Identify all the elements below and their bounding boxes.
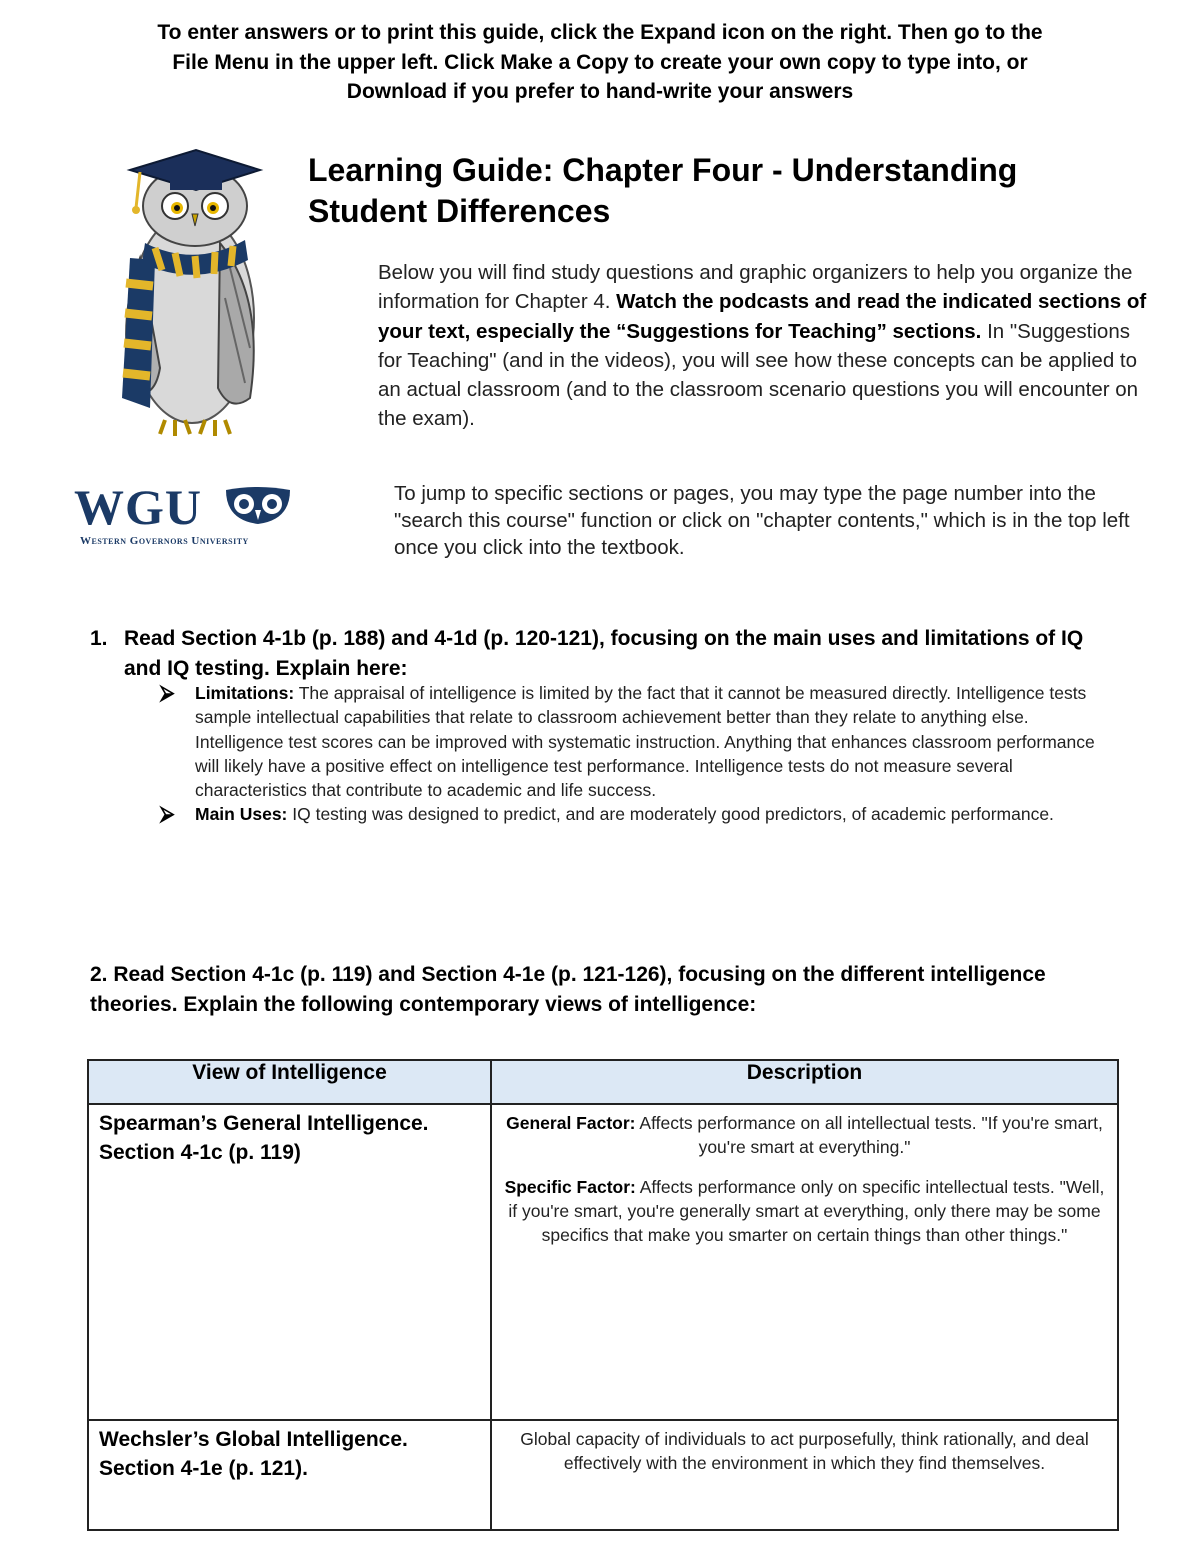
- instructions-notice: [60, 18, 1140, 107]
- page-title: [308, 150, 1168, 232]
- wgu-subtitle: Western Governors University: [80, 535, 249, 547]
- description-text: Global capacity of individuals to act purposefully, think rationally, and deal effectively with the environment in which they find themselves.: [520, 1429, 1089, 1473]
- title-line-1: Learning Guide: Chapter Four - Understanding: [308, 152, 1018, 188]
- notice-line-2: File Menu in the upper left. Click Make a Copy to create your own copy to type into, or: [172, 50, 1028, 74]
- general-factor-paragraph: [500, 1111, 1109, 1159]
- general-factor-text: Affects performance on all intellectual tests. "If you're smart, you're smart at everything.": [635, 1113, 1103, 1157]
- wgu-wordmark: WGU: [74, 479, 202, 535]
- arrow-bullet-icon: ⮚: [160, 803, 175, 826]
- table-row: [88, 1104, 1118, 1420]
- owl-face-icon: [224, 486, 292, 526]
- owl-mascot-image: [100, 148, 280, 440]
- view-cell[interactable]: [88, 1104, 491, 1420]
- view-cell[interactable]: [88, 1420, 491, 1530]
- question-1-answer-list: [160, 681, 1120, 827]
- view-section: Section 4-1e (p. 121).: [99, 1457, 308, 1480]
- question-2: 2. Read Section 4-1c (p. 119) and Section 4-1e (p. 121-126), focusing on the different intelligence theories. Explain the following contemporary views of intelligence:: [90, 963, 1046, 1016]
- bullet-label: Main Uses:: [195, 804, 288, 825]
- specific-factor-text: Affects performance only on specific intellectual tests. "Well, if you're smart, you're generally smart at everything, only there may be some specifics that make you smarter on certain things than other things.": [508, 1177, 1105, 1245]
- intro-paragraph: [378, 258, 1150, 434]
- view-section: Section 4-1c (p. 119): [99, 1141, 301, 1164]
- bullet-text: IQ testing was designed to predict, and are moderately good predictors, of academic performance.: [287, 804, 1054, 825]
- specific-factor-paragraph: [500, 1175, 1109, 1247]
- notice-line-1: To enter answers or to print this guide, click the Expand icon on the right. Then go to the: [157, 21, 1043, 44]
- description-cell[interactable]: [491, 1104, 1118, 1420]
- view-name: Spearman’s General Intelligence.: [99, 1112, 429, 1135]
- question-1-number: 1.: [90, 627, 108, 650]
- arrow-bullet-icon: ⮚: [160, 682, 175, 704]
- bullet-text: The appraisal of intelligence is limited by the fact that it cannot be measured directly. Intelligence tests sample intellectual capabilities that relate to classroom achievement better than they relate to anything else. Intelligence test scores can be improved with systematic instruction. Anything that enhances classroom performance will likely have a positive effect on intelligence test performance. Intelligence tests do not measure several characteristics that contribute to academic and life success.: [195, 683, 1095, 801]
- question-1-text: Read Section 4-1b (p. 188) and 4-1d (p. 120-121), focusing on the main uses and limitations of IQ and IQ testing. Explain here:: [124, 627, 1084, 680]
- specific-factor-label: Specific Factor:: [504, 1177, 636, 1197]
- jump-instructions: To jump to specific sections or pages, you may type the page number into the "search this course" function or click on "chapter contents," which is in the top left once you click into the textbook.: [394, 482, 1130, 559]
- list-item[interactable]: [160, 802, 1120, 826]
- list-item[interactable]: [160, 681, 1120, 802]
- intro-text-start: Below you will find study questions and graphic organizers to help you organize the information for Chapter 4.: [378, 261, 1133, 314]
- wgu-logo: [74, 479, 304, 554]
- table-row: [88, 1420, 1118, 1530]
- table-header-row: [88, 1060, 1118, 1104]
- column-header-view: View of Intelligence: [88, 1060, 491, 1104]
- intelligence-views-table: [87, 1059, 1119, 1531]
- description-cell[interactable]: [491, 1420, 1118, 1530]
- notice-line-3: Download if you prefer to hand-write your answers: [346, 80, 854, 103]
- intro-text-end: In "Suggestions for Teaching" (and in the videos), you will see how these concepts can be applied to an actual classroom (and to the classroom scenario questions you will encounter on the exam).: [378, 319, 1139, 431]
- general-factor-label: General Factor:: [506, 1113, 636, 1133]
- column-header-description: Description: [491, 1060, 1118, 1104]
- intro-emphasis: Watch the podcasts and read the indicated sections of your text, especially the “Suggestions for Teaching” sections.: [378, 290, 1147, 343]
- view-name: Wechsler’s Global Intelligence.: [99, 1428, 408, 1451]
- bullet-label: Limitations:: [195, 683, 295, 703]
- title-line-2: Student Differences: [308, 193, 611, 229]
